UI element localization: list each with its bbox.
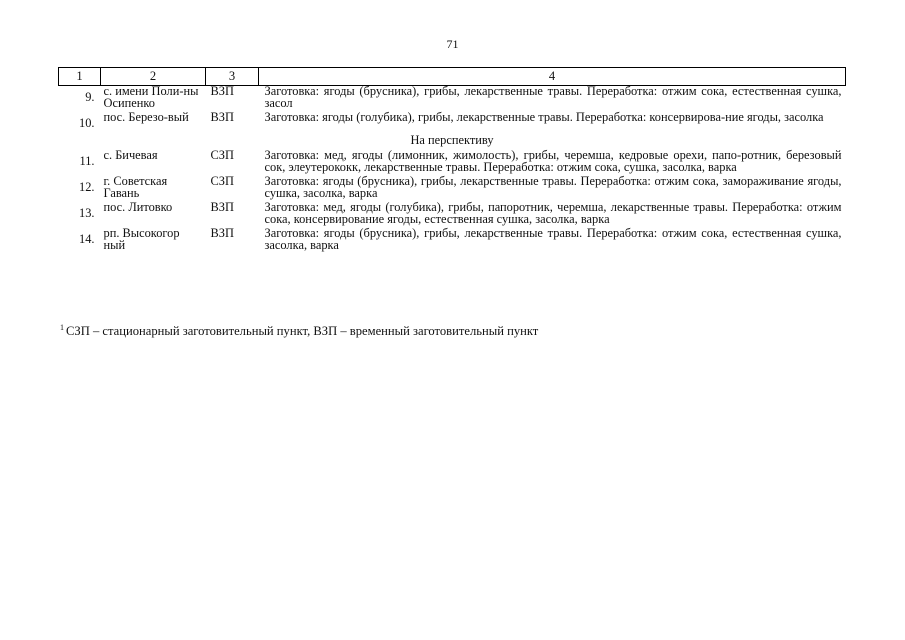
- settlement-name: г. Советская Гавань: [103, 174, 168, 200]
- settlement-name: рп. Высокогор ный: [103, 226, 180, 252]
- point-type: СЗП: [210, 174, 234, 188]
- table-row: [59, 150, 846, 176]
- activity-description: Заготовка: ягоды (голубика), грибы, лекарственные травы. Переработка: консервирова-ние ягоды, засолка: [264, 110, 824, 124]
- column-header-1: 1: [59, 68, 101, 86]
- settlement-name: с. Бичевая: [103, 148, 158, 162]
- column-header-2: 2: [101, 68, 206, 86]
- activity-description: Заготовка: мед, ягоды (лимонник, жимолость), грибы, черемша, кедровые орехи, папо-ротник, березовый сок, элеутерококк, лекарственные травы. Переработка: отжим сока, сушка, засолка, варка: [264, 148, 842, 174]
- activity-description: Заготовка: ягоды (брусника), грибы, лекарственные травы. Переработка: отжим сока, замораживание ягоды, сушка, засолка, варка: [264, 174, 842, 200]
- point-type: ВЗП: [210, 84, 234, 98]
- table-row: [59, 86, 846, 113]
- table-row: [59, 228, 846, 254]
- row-number: 13.: [79, 206, 95, 220]
- row-number: 10.: [79, 116, 95, 130]
- settlement-name: пос. Литовко: [103, 200, 173, 214]
- point-type: ВЗП: [210, 226, 234, 240]
- row-number: 11.: [79, 154, 95, 168]
- column-header-3: 3: [206, 68, 259, 86]
- table-header-row: [59, 68, 846, 86]
- activity-description: Заготовка: мед, ягоды (голубика), грибы, папоротник, черемша, лекарственные травы. Переработка: отжим сока, консервирование ягоды, естественная сушка, засолка, варка: [264, 200, 842, 226]
- footnote: [60, 323, 538, 339]
- settlement-name: с. имени Поли-ны Осипенко: [103, 84, 199, 110]
- row-number: 12.: [79, 180, 95, 194]
- table-row: [59, 176, 846, 202]
- point-type: СЗП: [210, 148, 234, 162]
- footnote-marker: 1: [60, 323, 64, 332]
- table-row: [59, 112, 846, 133]
- column-header-4: 4: [259, 68, 846, 86]
- procurement-points-table: [58, 67, 846, 254]
- footnote-text: СЗП – стационарный заготовительный пункт, ВЗП – временный заготовительный пункт: [66, 324, 539, 338]
- point-type: ВЗП: [210, 110, 234, 124]
- activity-description: Заготовка: ягоды (брусника), грибы, лекарственные травы. Переработка: отжим сока, естественная сушка, засол: [264, 84, 842, 110]
- page-number: 71: [446, 37, 459, 51]
- section-title: На перспективу: [410, 132, 494, 147]
- row-number: 14.: [79, 232, 95, 246]
- settlement-name: пос. Березо-вый: [103, 110, 189, 124]
- activity-description: Заготовка: ягоды (брусника), грибы, лекарственные травы. Переработка: отжим сока, естественная сушка, засолка, варка: [264, 226, 842, 252]
- row-number: 9.: [85, 90, 95, 104]
- point-type: ВЗП: [210, 200, 234, 214]
- table-row: [59, 202, 846, 228]
